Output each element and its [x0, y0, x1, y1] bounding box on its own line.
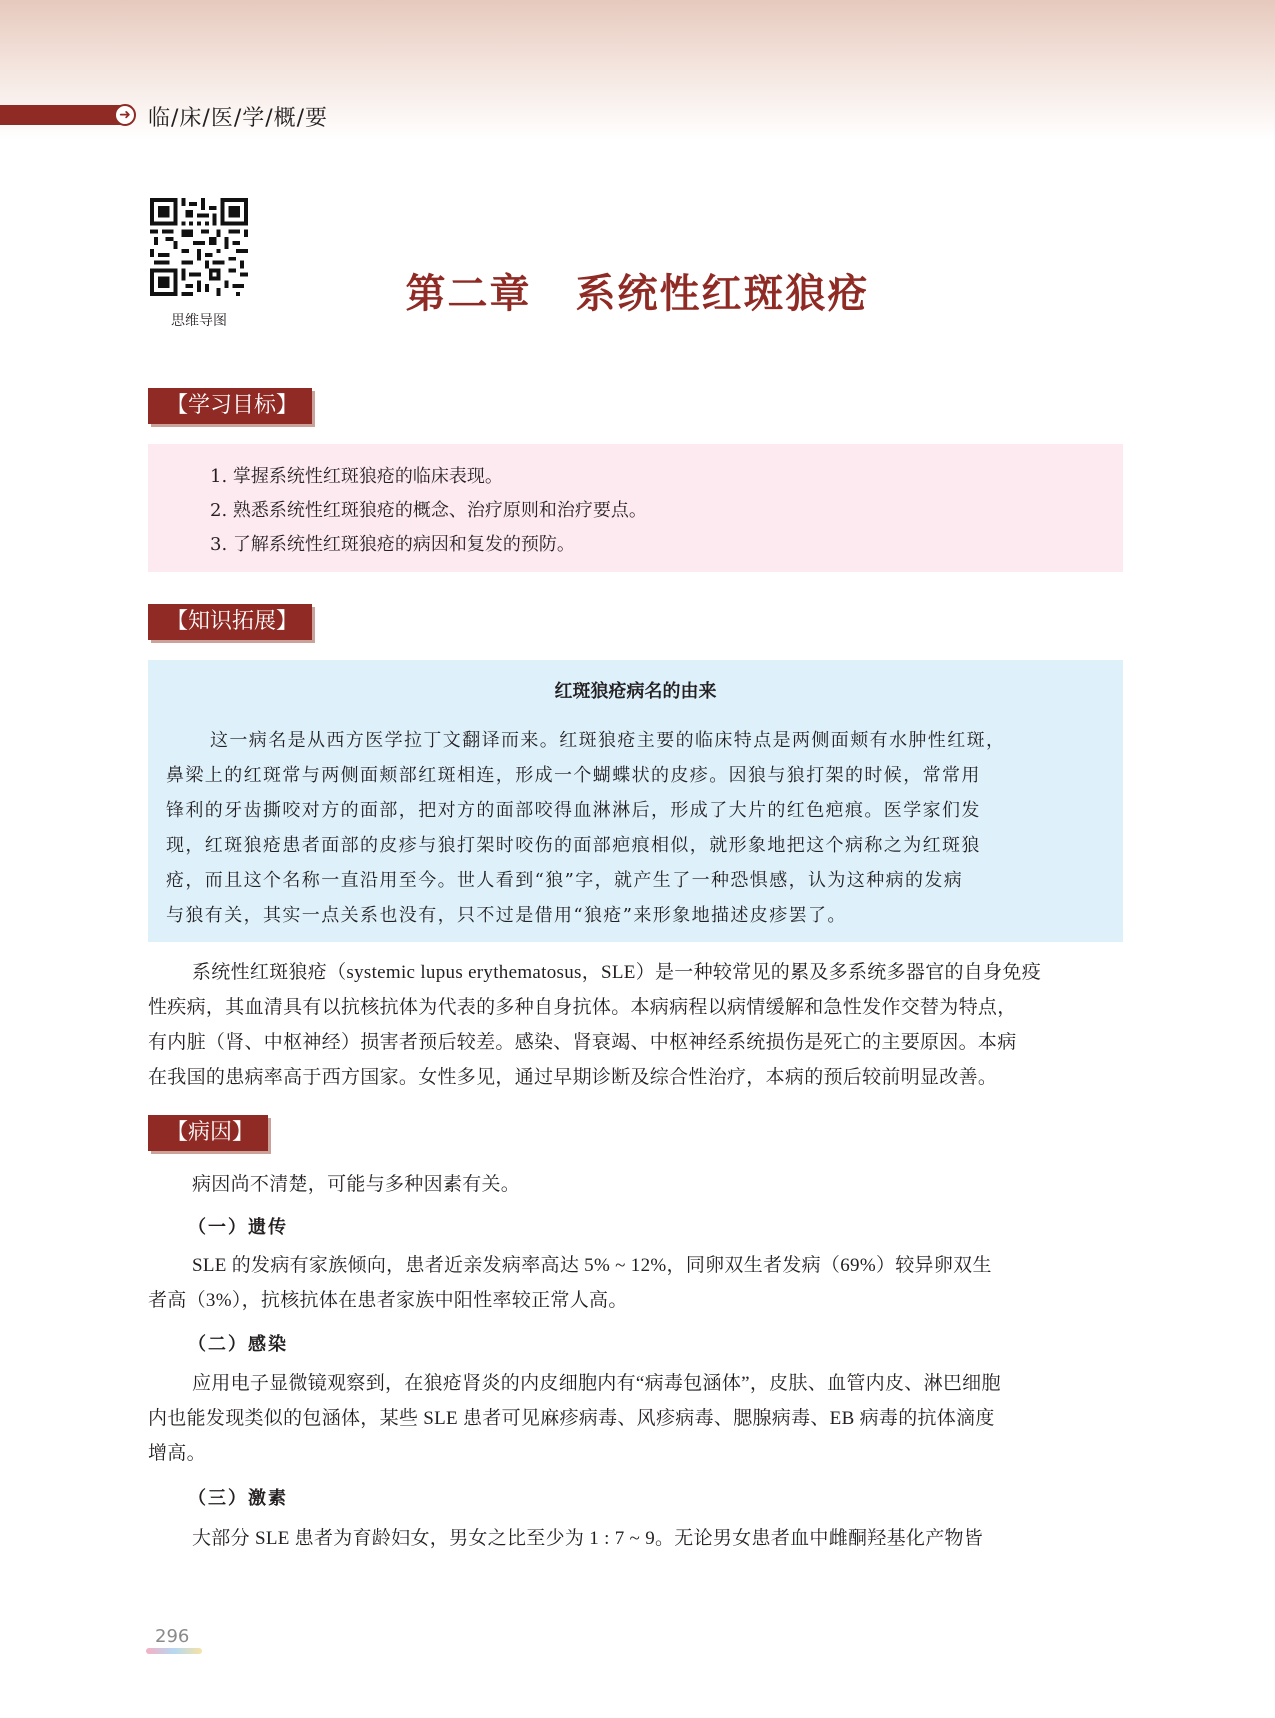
intro-paragraph-line: 性疾病，其血清具有以抗核抗体为代表的多种自身抗体。本病病程以病情缓解和急性发作交替为特点，: [148, 997, 1017, 1018]
qr-code-label: 思维导图: [171, 313, 227, 329]
subsection-heading-genetics: （一）遗传: [188, 1217, 288, 1238]
section-label-extension: 【知识拓展】: [148, 604, 312, 640]
hormones-paragraph-line: 大部分 SLE 患者为育龄妇女，男女之比至少为 1 : 7 ~ 9。无论男女患者血中雌酮羟基化产物皆: [192, 1528, 984, 1549]
chapter-number: 第二章: [405, 270, 532, 317]
extension-box-line: 鼻梁上的红斑常与两侧面颊部红斑相连，形成一个蝴蝶状的皮疹。因狼与狼打架的时候，常常用: [166, 765, 981, 786]
extension-box-line: 与狼有关，其实一点关系也没有，只不过是借用“狼疮”来形象地描述皮疹罢了。: [166, 905, 847, 926]
objective-item: 1. 掌握系统性红斑狼疮的临床表现。: [210, 466, 503, 487]
header-accent-bar: [0, 105, 128, 125]
objective-item: 2. 熟悉系统性红斑狼疮的概念、治疗原则和治疗要点。: [210, 500, 647, 521]
page-number-decoration: [146, 1648, 202, 1654]
section-label-objectives: 【学习目标】: [148, 388, 312, 424]
genetics-paragraph-line: SLE 的发病有家族倾向，患者近亲发病率高达 5% ~ 12%，同卵双生者发病（69%）较异卵双生: [192, 1255, 992, 1276]
chapter-name: 系统性红斑狼疮: [575, 270, 870, 317]
etiology-intro: 病因尚不清楚，可能与多种因素有关。: [192, 1174, 521, 1195]
extension-box-title: 红斑狼疮病名的由来: [554, 681, 717, 702]
infection-paragraph-line: 应用电子显微镜观察到，在狼疮肾炎的内皮细胞内有“病毒包涵体”，皮肤、血管内皮、淋巴细胞: [192, 1373, 1001, 1394]
intro-paragraph-line: 系统性红斑狼疮（systemic lupus erythematosus，SLE）是一种较常见的累及多系统多器官的自身免疫: [192, 962, 1041, 983]
extension-box-line: 锋利的牙齿撕咬对方的面部，把对方的面部咬得血淋淋后，形成了大片的红色疤痕。医学家们发: [166, 800, 981, 821]
extension-box-line: 这一病名是从西方医学拉丁文翻译而来。红斑狼疮主要的临床特点是两侧面颊有水肿性红斑，: [210, 730, 1006, 751]
subsection-heading-hormones: （三）激素: [188, 1488, 288, 1509]
chapter-title: [0, 262, 1275, 319]
subsection-heading-infection: （二）感染: [188, 1334, 288, 1355]
objectives-box: [148, 444, 1123, 572]
infection-paragraph-line: 增高。: [148, 1443, 206, 1464]
page-number: 296: [155, 1626, 190, 1647]
section-label-etiology: 【病因】: [148, 1115, 268, 1151]
intro-paragraph-line: 在我国的患病率高于西方国家。女性多见，通过早期诊断及综合性治疗，本病的预后较前明显改善。: [148, 1067, 998, 1088]
circle-arrow-right-icon: ➜: [114, 104, 136, 126]
intro-paragraph-line: 有内脏（肾、中枢神经）损害者预后较差。感染、肾衰竭、中枢神经系统损伤是死亡的主要原因。本病: [148, 1032, 1017, 1053]
knowledge-extension-box: [148, 660, 1123, 942]
running-header-title: 临/床/医/学/概/要: [148, 106, 329, 131]
objective-item: 3. 了解系统性红斑狼疮的病因和复发的预防。: [210, 534, 575, 555]
extension-box-line: 疮，而且这个名称一直沿用至今。世人看到“狼”字，就产生了一种恐惧感，认为这种病的发病: [166, 870, 964, 891]
genetics-paragraph-line: 者高（3%），抗核抗体在患者家族中阳性率较正常人高。: [148, 1290, 628, 1311]
extension-box-line: 现，红斑狼疮患者面部的皮疹与狼打架时咬伤的面部疤痕相似，就形象地把这个病称之为红斑狼: [166, 835, 981, 856]
infection-paragraph-line: 内也能发现类似的包涵体，某些 SLE 患者可见麻疹病毒、风疹病毒、腮腺病毒、EB 病毒的抗体滴度: [148, 1408, 995, 1429]
